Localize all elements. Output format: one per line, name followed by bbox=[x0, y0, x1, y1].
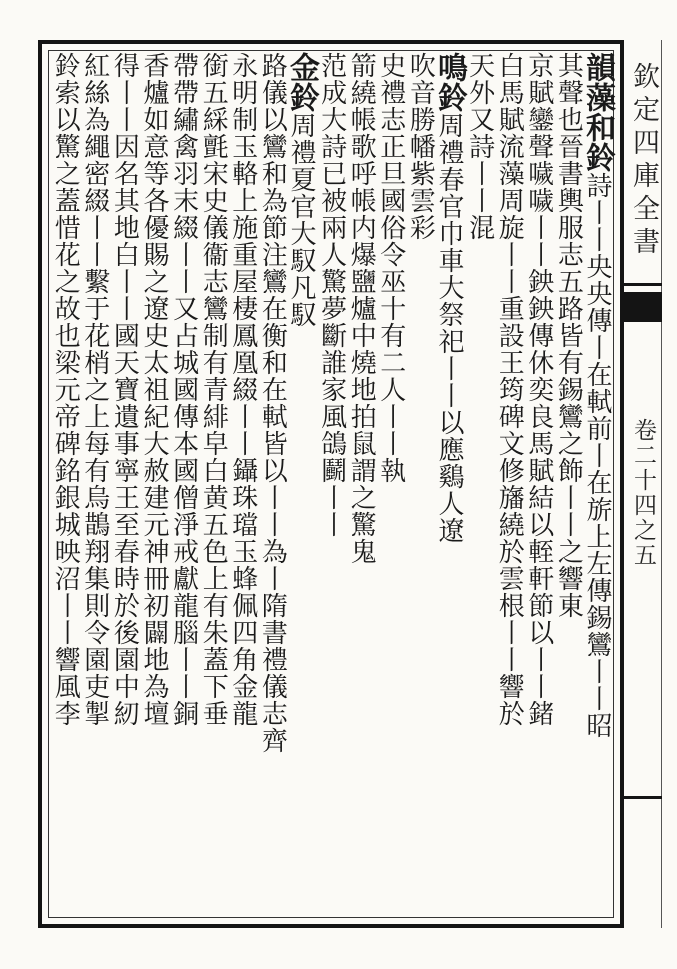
text-column bbox=[50, 52, 80, 924]
margin-book-title: 欽定四庫全書 bbox=[628, 62, 659, 260]
text-column bbox=[464, 52, 494, 924]
entry-heading: 鳴鈴 bbox=[431, 52, 467, 112]
text-column bbox=[553, 52, 583, 924]
right-rule bbox=[661, 40, 662, 928]
column-text: 京賦鑾聲噦噦丨丨鉠鉠傳休奕良馬賦結以輊軒節以丨丨鍺 bbox=[523, 52, 554, 727]
text-column bbox=[523, 52, 553, 924]
text-column bbox=[431, 52, 467, 924]
text-column bbox=[168, 52, 198, 924]
text-column bbox=[283, 52, 319, 924]
text-column bbox=[198, 52, 228, 924]
text-column bbox=[138, 52, 168, 924]
text-column bbox=[494, 52, 524, 924]
column-text: 吹音勝幡紫雲彩 bbox=[405, 52, 436, 241]
text-column bbox=[79, 52, 109, 924]
lower-margin-line bbox=[624, 796, 662, 799]
entry-heading: 金鈴 bbox=[283, 52, 319, 112]
column-text: 詩丨丨央央傳丨在軾前丨在旂上左傳錫鸞丨丨昭 bbox=[581, 172, 612, 739]
text-column bbox=[375, 52, 405, 924]
column-text: 路儀以鸞和為節注鸞在衡和在軾皆以丨丨為丨隋書禮儀志齊 bbox=[257, 52, 288, 754]
margin-volume-number: 卷二十四之五 bbox=[630, 418, 656, 568]
text-column bbox=[579, 52, 615, 924]
fishtail-block bbox=[624, 292, 662, 322]
text-column bbox=[109, 52, 139, 924]
column-text: 香爐如意等各優賜之遼史太祖紀大赦建元神冊初闢地為壇 bbox=[138, 52, 169, 727]
column-text: 箭繞帳歌呼帳内爆鹽爐中燒地拍鼠謂之驚鬼 bbox=[346, 52, 377, 565]
column-text: 紅絲為繩密綴丨丨繫于花梢之上每有烏鵲翔集則令園吏掣 bbox=[79, 52, 110, 727]
column-text: 周禮春官巾車大祭祀丨丨以應鷄人遼 bbox=[433, 112, 464, 544]
column-text: 得丨丨因名其地白丨丨國天寶遺事寧王至春時於後園中紉 bbox=[109, 52, 140, 727]
text-column bbox=[227, 52, 257, 924]
text-column bbox=[405, 52, 435, 924]
column-text: 其聲也晉書輿服志五路皆有錫鸞之飾丨丨之響東 bbox=[553, 52, 584, 619]
column-text: 天外又詩丨丨混 bbox=[464, 52, 495, 241]
column-text: 永明制玉輅上施重屋棲鳳凰綴丨丨鑷珠璫玉蜂佩四角金龍 bbox=[227, 52, 258, 727]
text-column bbox=[257, 52, 287, 924]
column-text: 鈴索以驚之蓋惜花之故也梁元帝碑銘銀城映沼丨丨響風李 bbox=[50, 52, 81, 727]
column-text: 周禮夏官大馭凡馭 bbox=[285, 112, 316, 328]
entry-heading: 韻藻和鈴 bbox=[579, 52, 615, 172]
column-text: 白馬賦流藻周旋丨丨重設王筠碑文修旛繞於雲根丨丨響於 bbox=[494, 52, 525, 727]
column-text: 范成大詩已被兩人驚夢斷誰家風鴿鬬丨丨 bbox=[316, 52, 347, 538]
fishtail-line bbox=[624, 283, 662, 286]
column-text: 銜五綵氈宋史儀衞志鸞制有青緋皁白黄五色上有朱蓋下垂 bbox=[198, 52, 229, 727]
text-column bbox=[316, 52, 346, 924]
column-text: 帶帶繡禽羽末綴丨丨又占城國傳本國僧淨戒獻龍腦丨丨銅 bbox=[168, 52, 199, 727]
column-text: 史禮志正旦國俗令巫十有二人丨丨執 bbox=[375, 52, 406, 484]
text-column bbox=[346, 52, 376, 924]
